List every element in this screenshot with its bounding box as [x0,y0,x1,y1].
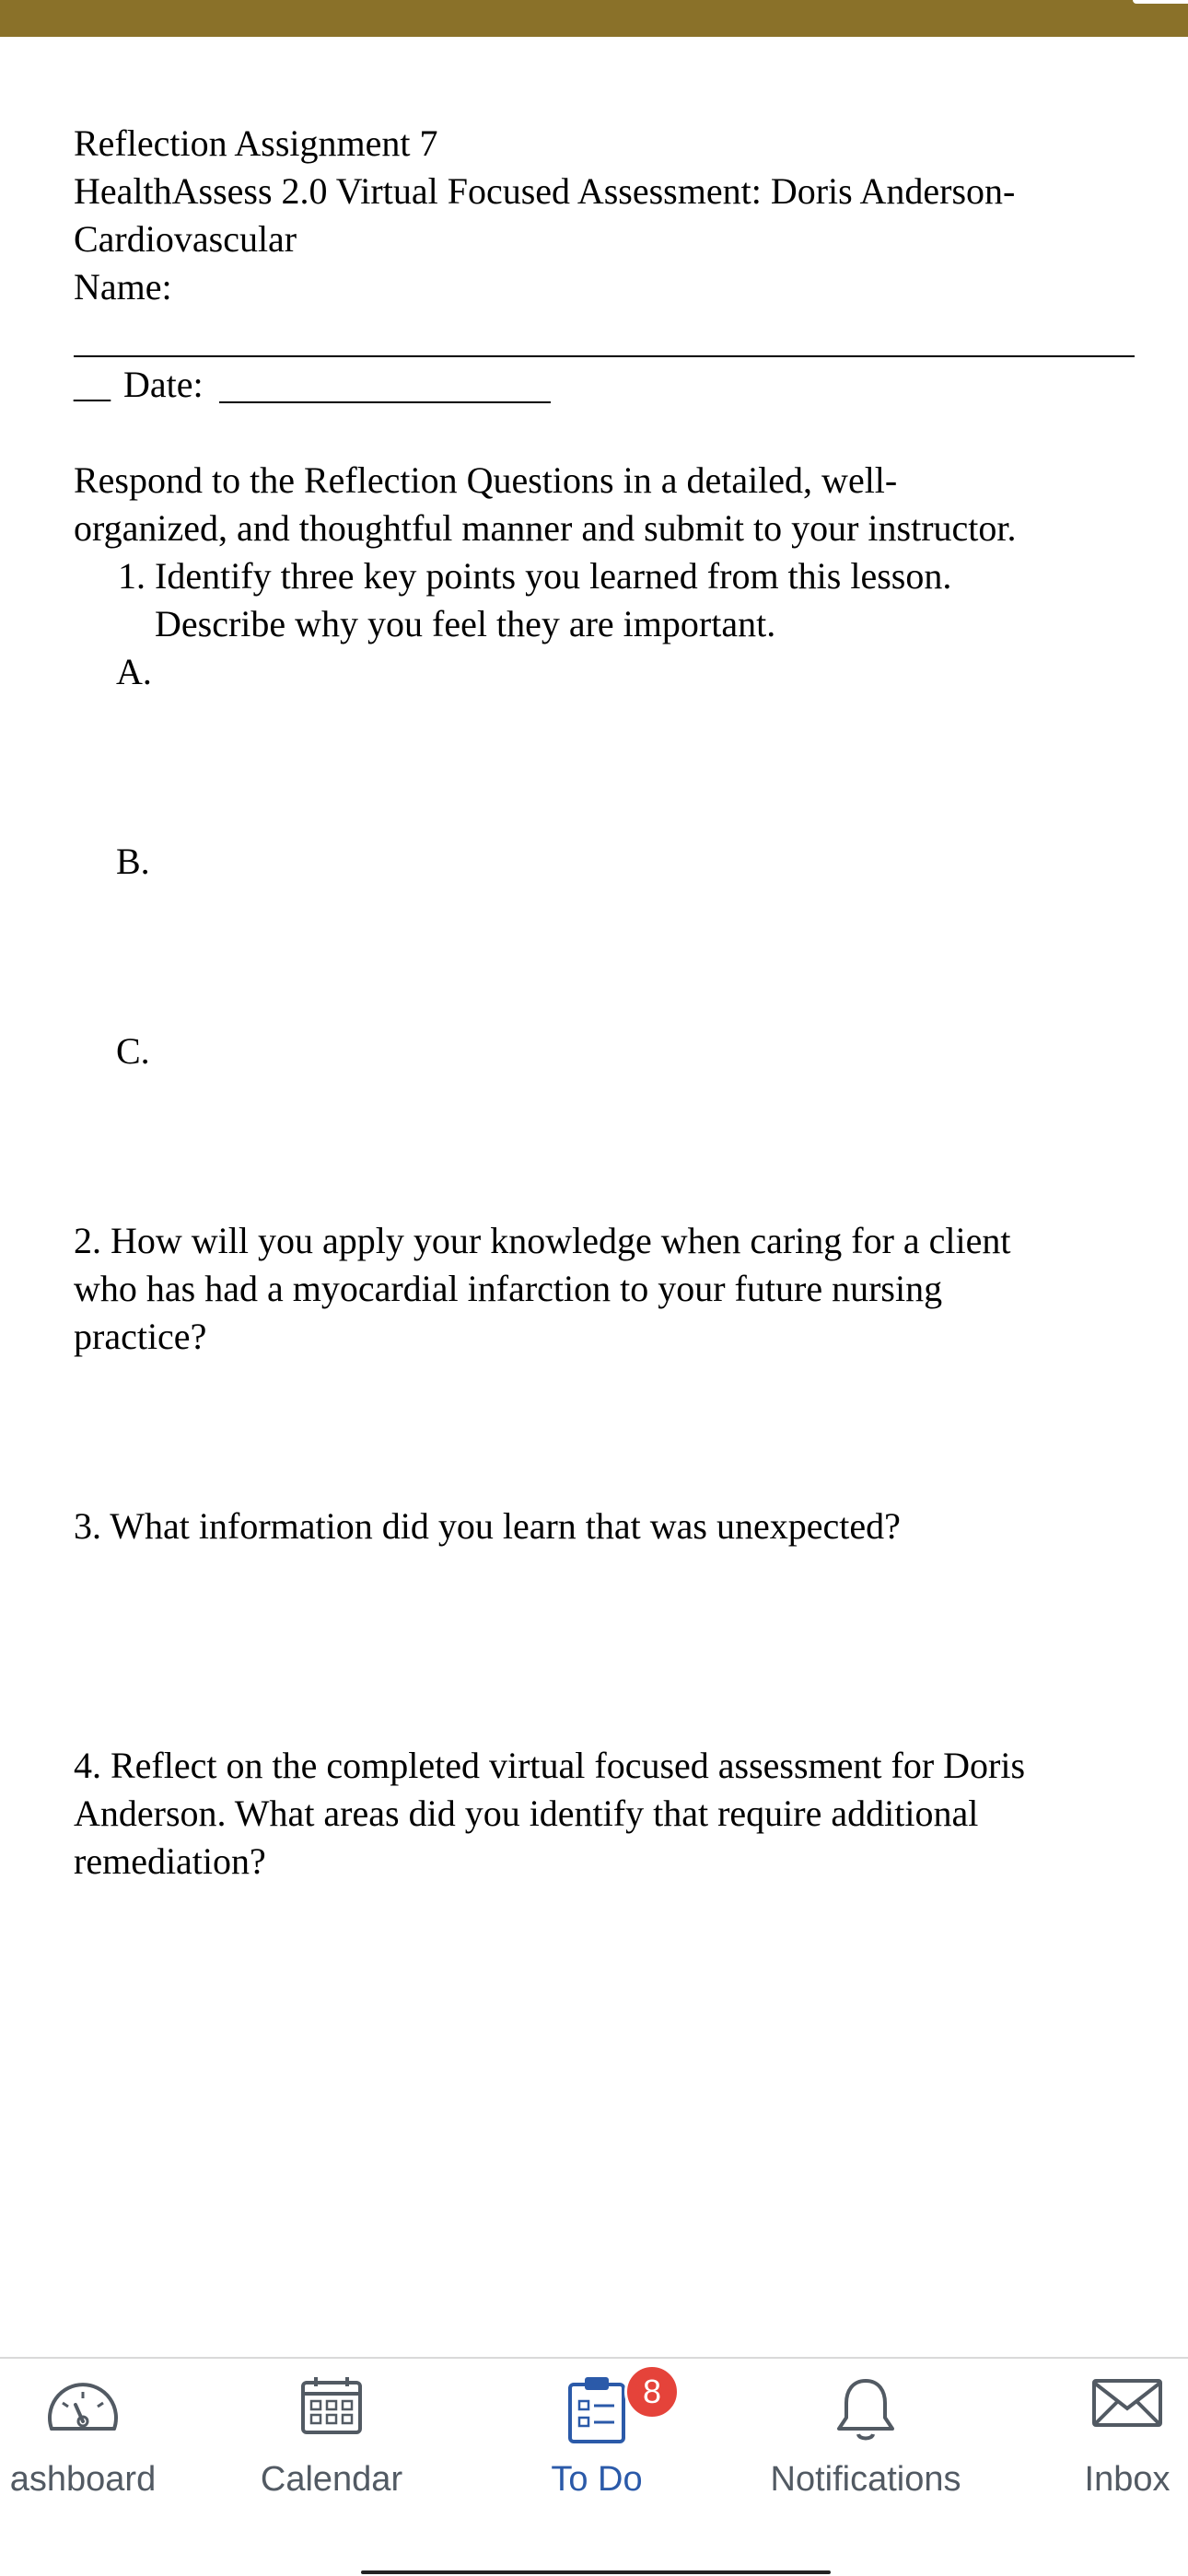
question-4-line2: Anderson. What areas did you identify that require additional [74,1793,979,1834]
instructions-line2: organized, and thoughtful manner and submit to your instructor. [74,507,1017,549]
tab-inbox[interactable] [1026,2359,1188,2506]
tab-calendar-label: Calendar [260,2460,403,2499]
question-3-line1: 3. What information did you learn that was unexpected? [74,1505,901,1547]
bell-icon [833,2375,898,2448]
tab-inbox-label: Inbox [1084,2460,1171,2499]
tab-notifications-label: Notifications [770,2460,961,2499]
name-label: Name: [74,266,172,307]
tab-calendar[interactable] [230,2359,433,2506]
status-corner [1133,0,1188,4]
tab-todo-label: To Do [551,2460,643,2499]
question-2-line3: practice? [74,1316,207,1357]
date-label: Date: [123,364,204,405]
instructions-line1: Respond to the Reflection Questions in a detailed, well- [74,459,898,501]
question-1-line1: 1. Identify three key points you learned from this lesson. [118,555,952,597]
question-1-line2: Describe why you feel they are important. [155,603,776,644]
bottom-tab-bar [0,2357,1188,2576]
todo-clipboard-icon [565,2375,629,2450]
todo-count-badge: 8 [624,2364,680,2419]
calendar-icon [299,2375,364,2441]
name-underline [74,355,1135,357]
answer-option-c: C. [116,1030,150,1072]
date-underline [219,401,551,403]
question-4-line1: 4. Reflect on the completed virtual focused assessment for Doris [74,1745,1026,1786]
tab-dashboard[interactable] [0,2359,184,2506]
question-2-line1: 2. How will you apply your knowledge when caring for a client [74,1220,1011,1261]
tab-todo[interactable] [495,2359,698,2506]
question-2-line2: who has had a myocardial infarction to your future nursing [74,1268,943,1309]
document-subtitle-line2: Cardiovascular [74,218,297,260]
dashboard-gauge-icon [44,2375,122,2444]
answer-option-a: A. [116,651,152,692]
top-status-bar [0,0,1188,37]
tab-dashboard-label: ashboard [9,2460,157,2499]
tab-notifications[interactable] [764,2359,967,2506]
document-subtitle-line1: HealthAssess 2.0 Virtual Focused Assessment: Doris Anderson- [74,170,1016,212]
answer-option-b: B. [116,841,150,882]
date-prefix: __ [74,364,111,405]
document-title: Reflection Assignment 7 [74,122,438,164]
question-4-line3: remediation? [74,1840,266,1882]
inbox-envelope-icon [1090,2375,1164,2435]
home-indicator[interactable] [361,2570,831,2574]
